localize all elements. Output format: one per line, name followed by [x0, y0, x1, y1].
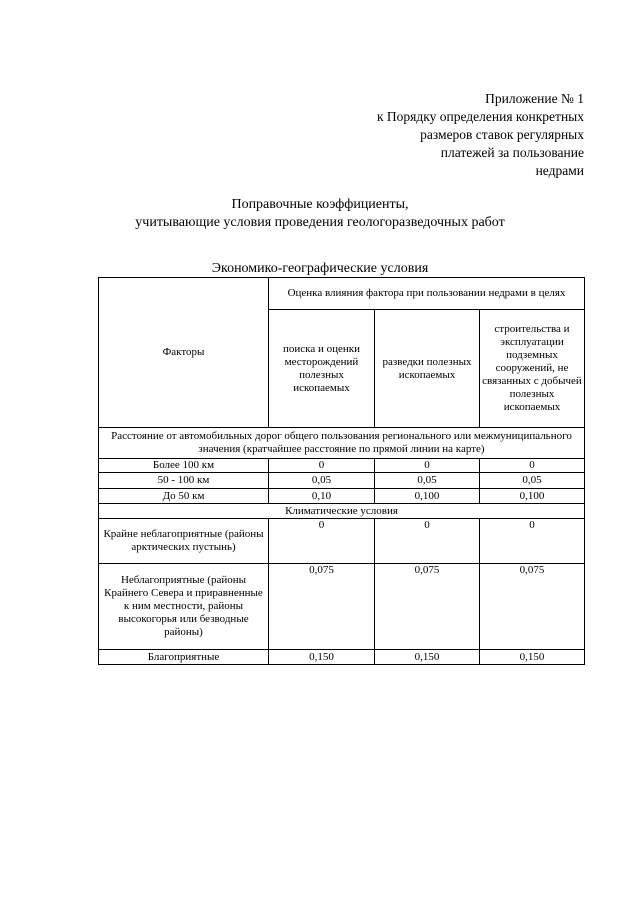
value-cell: 0,150	[269, 650, 375, 665]
value-cell: 0,075	[375, 564, 480, 650]
factors-header: Факторы	[99, 278, 269, 428]
factor-cell: Крайне неблагоприятные (районы арктических пустынь)	[99, 519, 269, 564]
column-header: поиска и оценки месторождений полезных ископаемых	[269, 310, 375, 428]
value-cell: 0,150	[375, 650, 480, 665]
section-title: Климатические условия	[99, 504, 585, 519]
factor-cell: Более 100 км	[99, 459, 269, 473]
appendix-block	[377, 90, 584, 180]
title-line-1: Поправочные коэффициенты,	[231, 197, 409, 212]
value-cell: 0,05	[480, 473, 585, 489]
appendix-line: размеров ставок регулярных	[420, 127, 584, 142]
value-cell: 0	[269, 519, 375, 564]
value-cell: 0	[375, 459, 480, 473]
column-header: разведки полезных ископаемых	[375, 310, 480, 428]
value-cell: 0	[269, 459, 375, 473]
factor-cell: Благоприятные	[99, 650, 269, 665]
section-title: Расстояние от автомобильных дорог общего пользования регионального или межмуниципального значения (кратчайшее расстояние по прямой линии на карте)	[99, 428, 585, 459]
value-cell: 0,05	[375, 473, 480, 489]
factor-cell: До 50 км	[99, 489, 269, 504]
factor-cell: Неблагоприятные (районы Крайнего Севера и приравненные к ним местности, районы высокогорья или безводные районы)	[99, 564, 269, 650]
appendix-line: недрами	[535, 163, 584, 178]
value-cell: 0	[480, 459, 585, 473]
title-line-2: учитывающие условия проведения геологоразведочных работ	[135, 215, 505, 230]
factor-cell: 50 - 100 км	[99, 473, 269, 489]
value-cell: 0,150	[480, 650, 585, 665]
appendix-line: к Порядку определения конкретных	[376, 109, 584, 124]
column-header: строительства и эксплуатации подземных сооружений, не связанных с добычей полезных ископаемых	[480, 310, 585, 428]
document-title	[0, 196, 640, 232]
value-cell: 0	[480, 519, 585, 564]
value-cell: 0,10	[269, 489, 375, 504]
value-cell: 0,05	[269, 473, 375, 489]
appendix-line: платежей за пользование	[440, 145, 584, 160]
value-cell: 0,100	[375, 489, 480, 504]
table-caption: Экономико-географические условия	[211, 261, 429, 276]
assessment-header: Оценка влияния фактора при пользовании недрами в целях	[269, 278, 585, 310]
appendix-line: Приложение № 1	[485, 91, 584, 106]
value-cell: 0	[375, 519, 480, 564]
value-cell: 0,100	[480, 489, 585, 504]
value-cell: 0,075	[480, 564, 585, 650]
value-cell: 0,075	[269, 564, 375, 650]
coefficients-table	[98, 277, 585, 665]
